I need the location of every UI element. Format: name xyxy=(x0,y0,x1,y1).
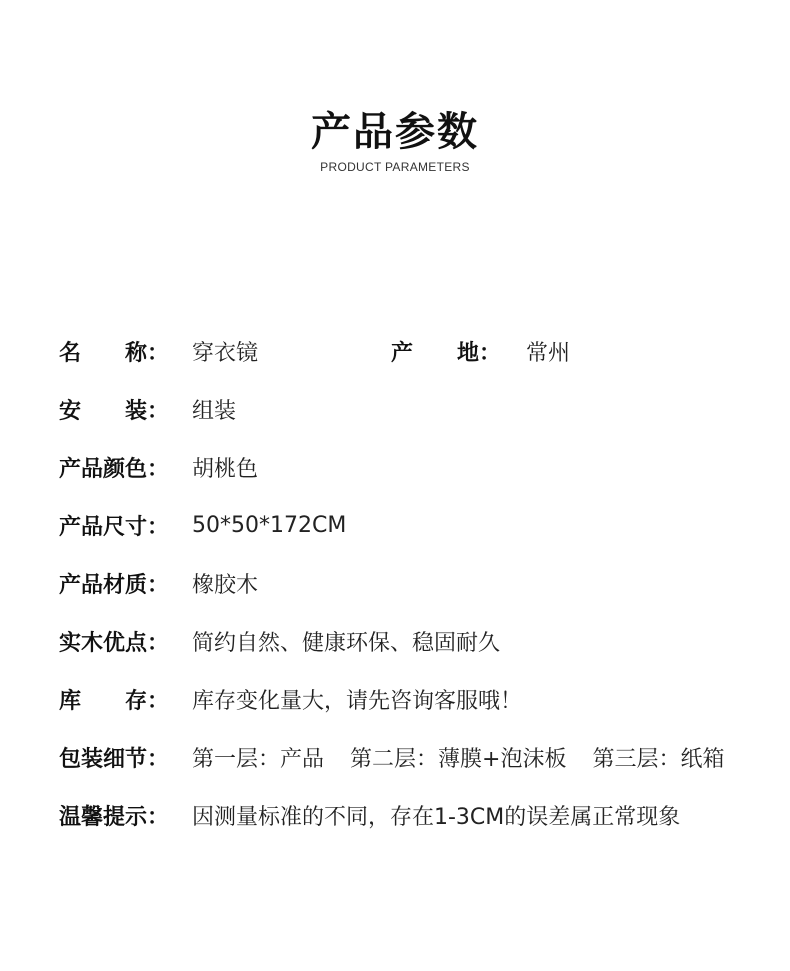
param-row-color xyxy=(59,438,779,496)
install-label: 安 装： xyxy=(59,398,170,424)
page-subtitle: PRODUCT PARAMETERS xyxy=(320,160,470,174)
param-row-install xyxy=(59,380,779,438)
color-label: 产品颜色： xyxy=(59,456,170,482)
param-row-size xyxy=(59,496,779,554)
install-value: 组装 xyxy=(192,398,237,424)
param-row-packaging xyxy=(59,728,779,786)
size-label: 产品尺寸： xyxy=(59,514,170,540)
size-value: 50*50*172CM xyxy=(192,512,347,538)
name-label: 名 称： xyxy=(59,340,170,366)
packaging-layer3: 第三层：纸箱 xyxy=(592,746,725,772)
param-row-stock xyxy=(59,670,779,728)
origin-value: 常州 xyxy=(526,340,571,366)
param-row-tip xyxy=(59,786,779,844)
material-label: 产品材质： xyxy=(59,572,170,598)
tip-value: 因测量标准的不同，存在1-3CM的误差属正常现象 xyxy=(192,804,681,830)
advantages-value: 简约自然、健康环保、稳固耐久 xyxy=(192,630,501,656)
packaging-layer2: 第二层：薄膜+泡沫板 xyxy=(350,746,567,772)
name-value: 穿衣镜 xyxy=(192,340,259,366)
packaging-layer1: 第一层：产品 xyxy=(192,746,325,772)
material-value: 橡胶木 xyxy=(192,572,259,598)
param-row-advantages xyxy=(59,612,779,670)
stock-value: 库存变化量大，请先咨询客服哦！ xyxy=(192,688,523,714)
tip-label: 温馨提示： xyxy=(59,804,170,830)
param-row-material xyxy=(59,554,779,612)
color-value: 胡桃色 xyxy=(192,456,259,482)
origin-label: 产 地： xyxy=(391,340,502,366)
parameter-list xyxy=(59,322,779,844)
packaging-label: 包装细节： xyxy=(59,746,170,772)
stock-label: 库 存： xyxy=(59,688,170,714)
advantages-label: 实木优点： xyxy=(59,630,170,656)
param-row-name-origin xyxy=(59,322,779,380)
page-title: 产品参数 xyxy=(311,109,479,155)
